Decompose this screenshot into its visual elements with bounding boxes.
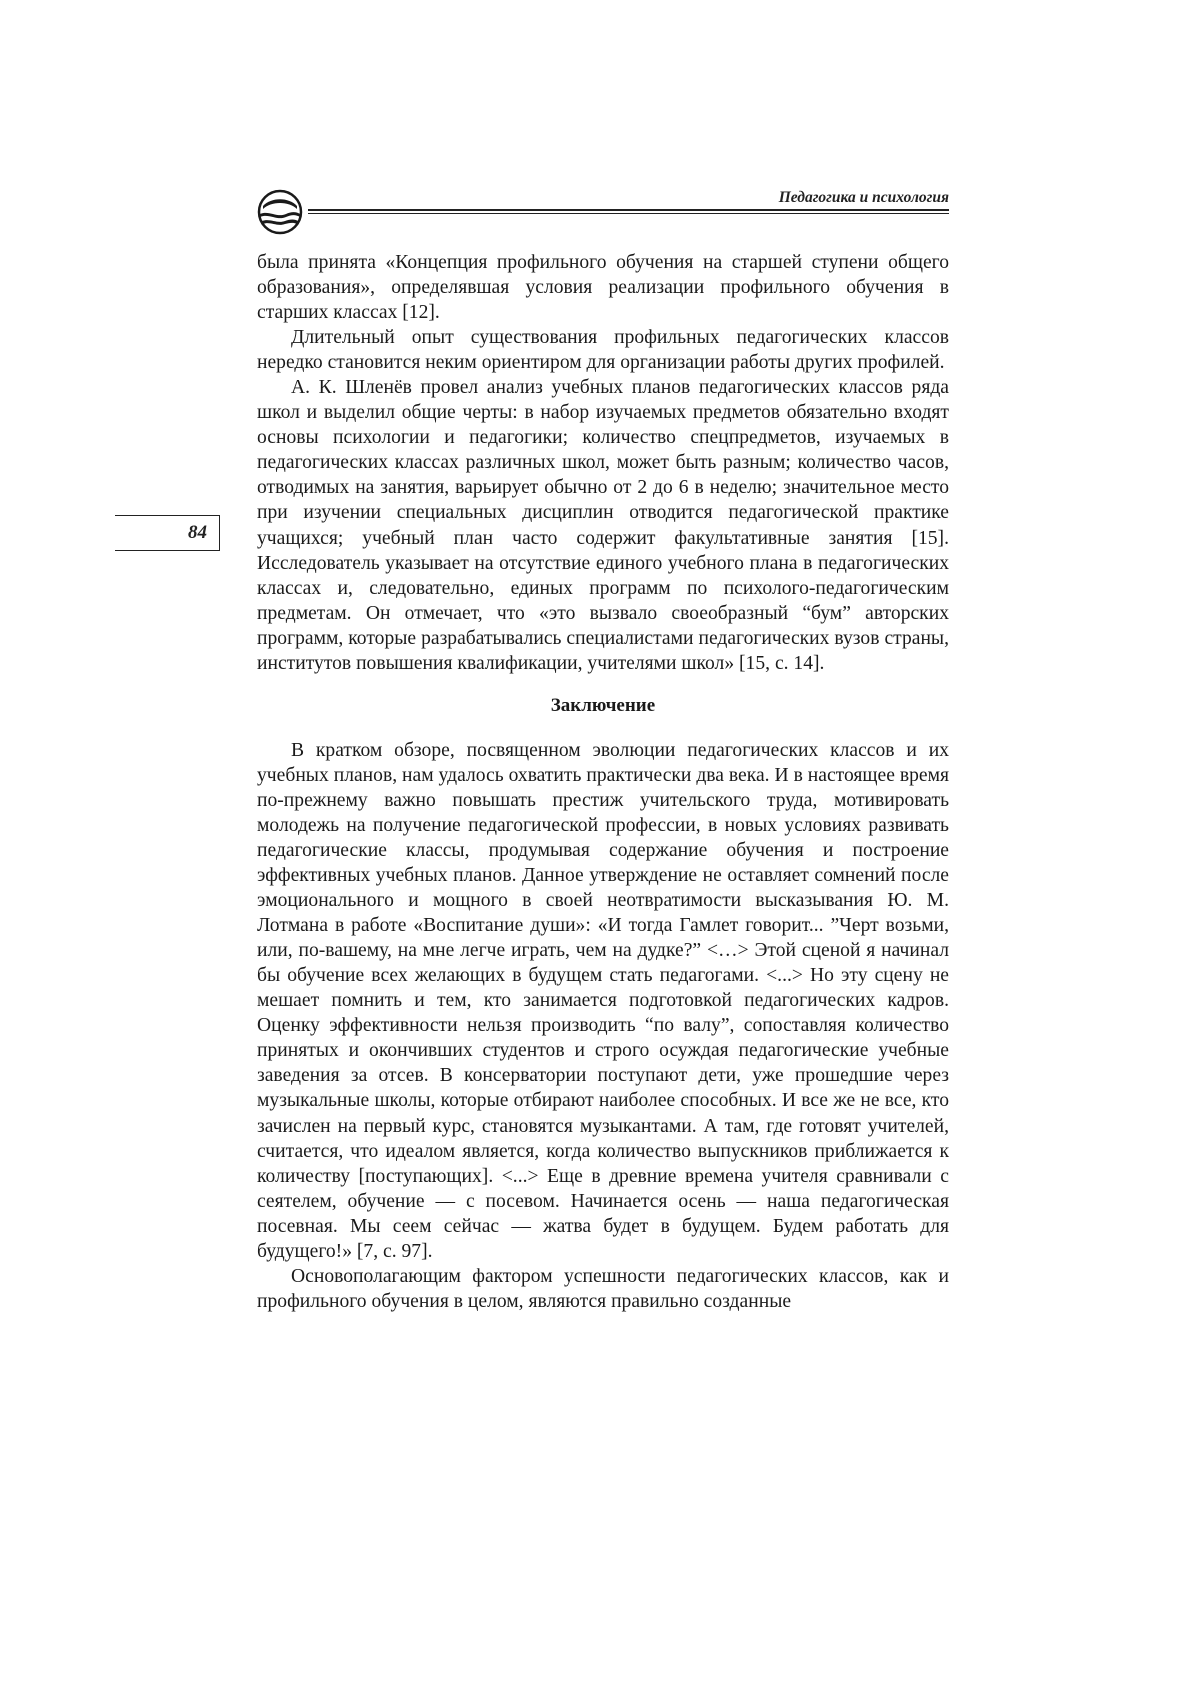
- paragraph: Основополагающим фактором успешности педагогических классов, как и профильного обучения в целом, являются правильно созданные: [257, 1265, 949, 1312]
- paragraph: В кратком обзоре, посвященном эволюции педагогических классов и их учебных планов, нам удалось охватить практически два века. И в настоящее время по-прежнему важно повышать престиж учительского труда, мотивировать молодежь на получение педагогической профессии, в новых условиях развивать педагогические классы, продумывая содержание обучения и построение эффективных учебных планов. Данное утверждение не оставляет сомнений после эмоционального и мощного в своей неотвратимости высказывания Ю. М. Лотмана в работе «Воспитание души»: «И тогда Гамлет говорит... ”Черт возьми, или, по-вашему, на мне легче играть, чем на дудке?” <…> Этой сценой я начинал бы обучение всех желающих в будущем стать педагогами. <...> Но эту сцену не мешает помнить и тем, кто занимается подготовкой педагогических кадров. Оценку эффективности нельзя производить “по валу”, сопоставляя количество принятых и окончивших студентов и строго осуждая педагогические учебные заведения за отсев. В консерватории поступают дети, уже прошедшие через музыкальные школы, которые отбирают наиболее способных. И все же не все, кто зачислен на первый курс, становятся музыкантами. А там, где готовят учителей, считается, что идеалом является, когда количество выпускников приближается к количеству [поступающих]. <...> Еще в древние времена учителя сравнивали с сеятелем, обучение — с посевом. Начинается осень — наша педагогическая посевная. Мы сеем сейчас — жатва будет в будущем. Будем работать для будущего!» [7, с. 97].: [257, 739, 949, 1262]
- paragraph: А. К. Шленёв провел анализ учебных планов педагогических классов ряда школ и выделил общие черты: в набор изучаемых предметов обязательно входят основы психологии и педагогики; количество спецпредметов, изучаемых в педагогических классах различных школ, может быть разным; количество часов, отводимых на занятия, варьирует обычно от 2 до 6 в неделю; значительное место при изучении специальных дисциплин отводится педагогической практике учащихся; учебный план часто содержит факультативные занятия [15]. Исследователь указывает на отсутствие единого учебного плана в педагогических классах и, следовательно, единых программ по психолого-педагогическим предметам. Он отмечает, что «это вызвало своеобразный “бум” авторских программ, которые разрабатывались специалистами педагогических вузов страны, институтов повышения квалификации, учителями школ» [15, с. 14].: [257, 377, 949, 674]
- running-header-title: Педагогика и психология: [778, 189, 949, 206]
- paragraph: Длительный опыт существования профильных педагогических классов нередко становится неким ориентиром для организации работы других профилей.: [257, 327, 949, 374]
- page-number: 84: [188, 522, 207, 543]
- article-body: [257, 250, 949, 1314]
- header-rule-thin: [308, 213, 949, 214]
- header-rule-thick: [308, 209, 949, 211]
- paragraph: была принята «Концепция профильного обучения на старшей ступени общего образования», определявшая условия реализации профильного обучения в старших классах [12].: [257, 252, 949, 324]
- journal-logo-icon: [257, 189, 303, 235]
- page-number-box: [115, 515, 220, 551]
- section-heading: Заключение: [550, 694, 656, 716]
